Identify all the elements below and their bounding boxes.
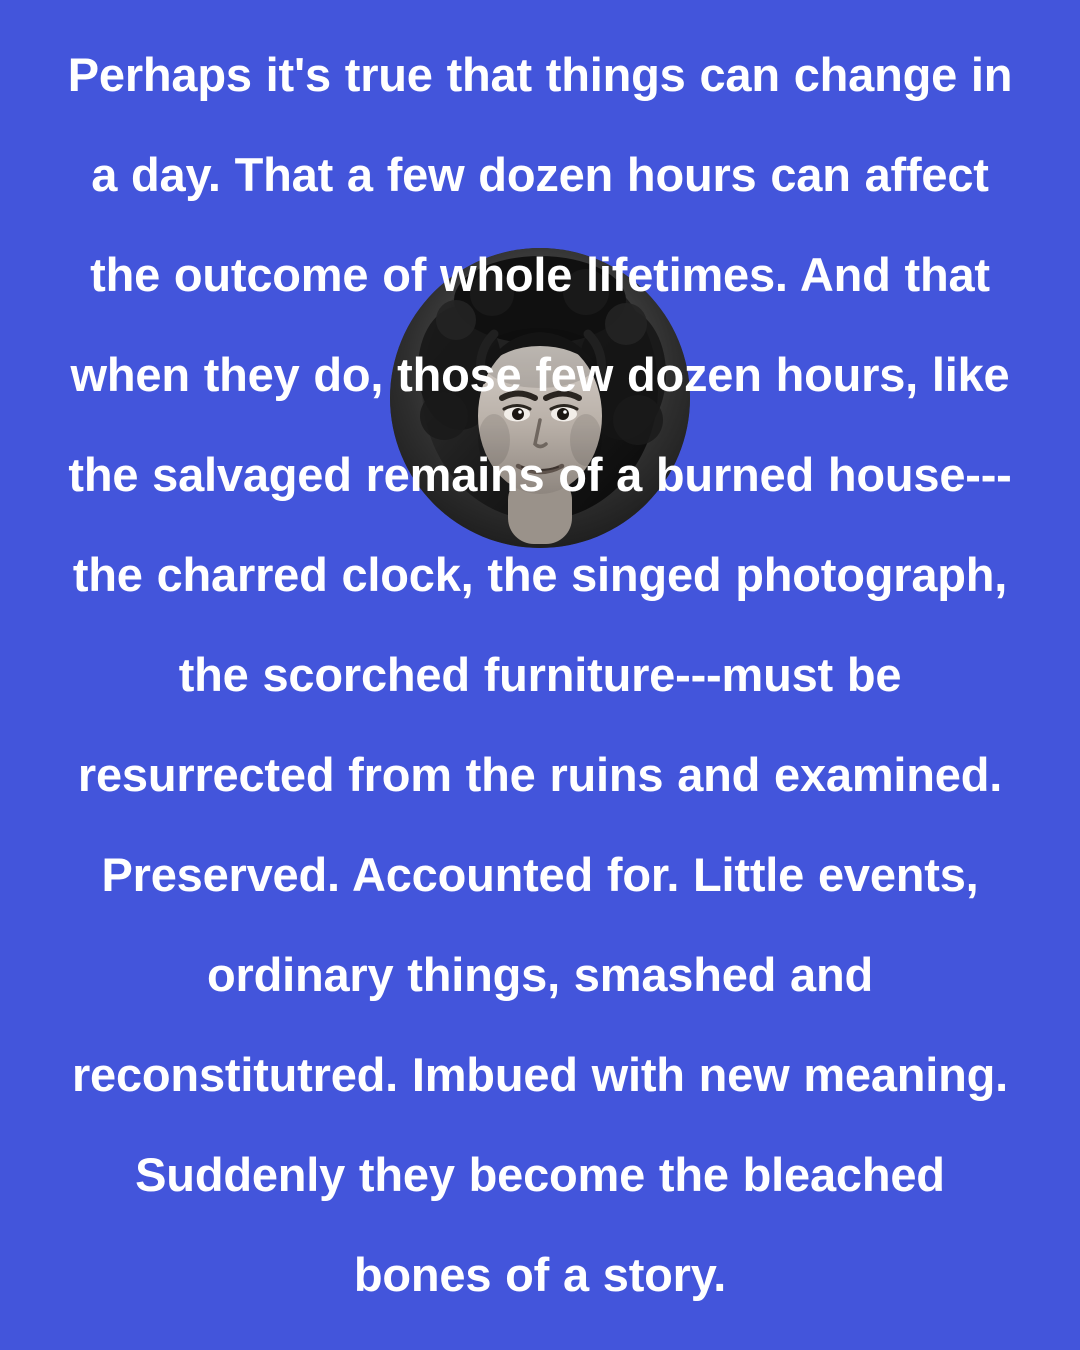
quote-text: Perhaps it's true that things can change in a day. That a few dozen hours can affect the outcome of whole lifetimes. And that when they do, those few dozen hours, like the salvaged remains of a burned house---the charred clock, the singed photograph, the scorched furniture---must be resurrected from the ruins and examined. Preserved. Accounted for. Little events, ordinary things, smashed and reconstitutred. Imbued with new meaning. Suddenly they become the bleached bones of a story. xyxy=(67,48,1013,1301)
